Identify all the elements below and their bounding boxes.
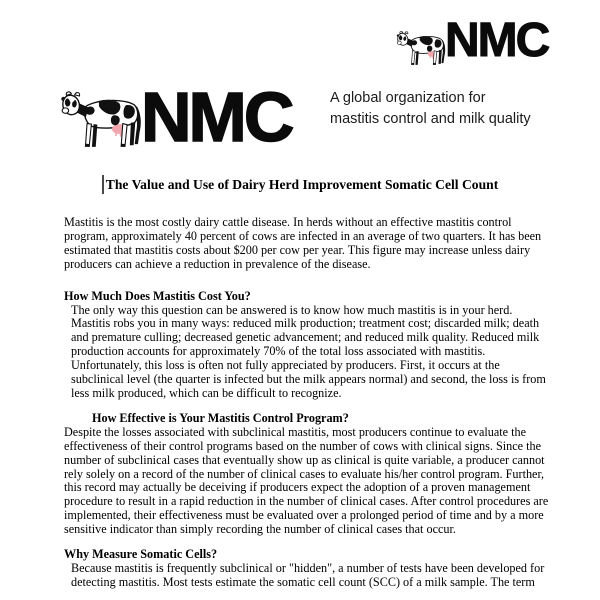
nmc-logo-large	[60, 78, 292, 156]
nmc-logo-text: NMC	[445, 14, 549, 67]
section-body-effective: Despite the losses associated with subclinical mastitis, most producers continue to evaluate the effectiveness of their control programs based on the number of cows with clinical signs. Since the number of subclinical cases that eventually show up as clinical is quite variable, a producer cannot rely solely on a record of the number of clinical cases to evaluate his/her control program. Further, this record may actually be deceiving if producers expect the adoption of a proven management procedure to result in a rapid reduction in the number of clinical cases. After control procedures are implemented, their effectiveness must be evaluated over a prolonged period of time and by a more sensitive indicator than simply recording the number of clinical cases that occur.	[64, 424, 549, 537]
tagline-line-1: A global organization for	[330, 90, 486, 106]
section-heading-cost: How Much Does Mastitis Cost You?	[64, 288, 251, 303]
document-title-row	[0, 175, 600, 194]
section-body-cost: The only way this question can be answered is to know how much mastitis is in your herd. Mastitis robs you in many ways: reduced milk production; treatment cost; discarded milk; death and premature culling; decreased genetic advancement; and reduced milk quality. Reduced milk production accounts for approximately 70% of the total loss associated with mastitis. Unfortunately, this loss is often not fully appreciated by producers. First, it occurs at the subclinical level (the quarter is infected but the milk appears normal) and second, the loss is from less milk produced, which can be difficult to recognize.	[71, 302, 546, 400]
tagline-line-2: mastitis control and milk quality	[330, 111, 531, 127]
section-heading-somatic: Why Measure Somatic Cells?	[64, 547, 218, 562]
intro-paragraph: Mastitis is the most costly dairy cattle disease. In herds without an effective mastitis control program, approximately 40 percent of cows are infected in an average of two quarters. It has been estimated that mastitis costs about $200 per cow per year. This figure may increase unless dairy producers can achieve a reduction in prevalence of the disease.	[64, 215, 542, 271]
cow-icon	[60, 90, 152, 155]
logo-tagline	[330, 88, 531, 130]
nmc-logo-text: NMC	[141, 78, 292, 156]
document-body	[64, 216, 550, 600]
text-cursor	[102, 175, 104, 194]
section-heading-effective: How Effective is Your Mastitis Control Program?	[92, 410, 349, 425]
document-title: The Value and Use of Dairy Herd Improvement Somatic Cell Count	[105, 176, 499, 192]
cow-icon	[396, 30, 452, 70]
section-body-somatic: Because mastitis is frequently subclinical or "hidden", a number of tests have been developed for detecting mastitis. Most tests estimate the somatic cell count (SCC) of a milk sample. The term	[71, 560, 545, 589]
nmc-logo-small	[396, 14, 549, 70]
